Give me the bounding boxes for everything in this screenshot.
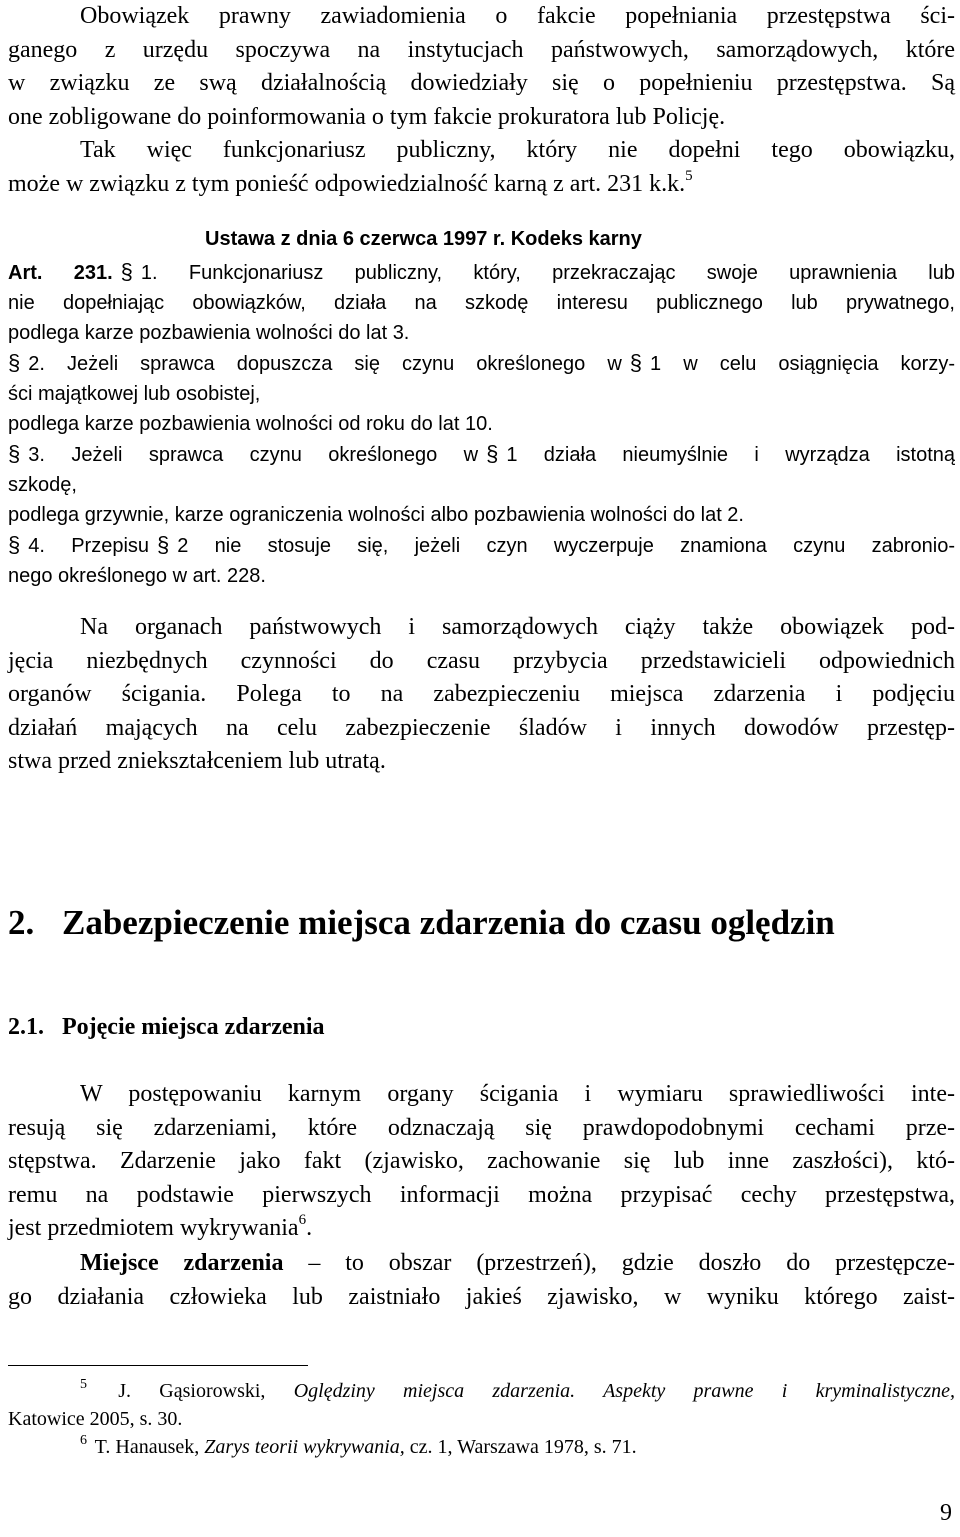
page-number: 9	[940, 1500, 952, 1526]
statute-line	[8, 348, 955, 379]
paragraph-definition	[8, 1247, 955, 1314]
statute-line-text: Funkcjonariusz publiczny, który, przekraczając swoje uprawnienia lub	[188, 262, 955, 284]
footnote-author: J. Gąsiorowski,	[118, 1380, 294, 1402]
intro-line: one zobligowane do poinformowania o tym fakcie prokuratora lub Policję.	[8, 103, 726, 130]
intro-line-text: może w związku z tym ponieść odpowiedzialność karną z art. 231 k.k.	[8, 170, 686, 197]
intro-line: Tak więc funkcjonariusz publiczny, który nie dopełni tego obowiązku,	[80, 137, 955, 163]
statute-line: ści majątkowej lub osobistej,	[8, 383, 261, 405]
statute-line: szkodę,	[8, 474, 77, 496]
paragraph-line: remu na podstawie pierwszych informacji można przypisać cechy przestępstwa,	[8, 1181, 955, 1208]
statute-line: nie dopełniając obowiązków, działa na szkodę interesu publicznego lub prywatnego,	[8, 292, 955, 314]
article-label: Art. 231.	[8, 262, 113, 284]
statute-line	[8, 257, 955, 288]
paragraph-line	[8, 1212, 955, 1246]
statute-line-text: 2 nie stosuje się, jeżeli czyn wyczerpuje znamiona czynu zabronio-	[177, 535, 955, 557]
statute-line: nego określonego w art. 228.	[8, 565, 266, 587]
section-heading-number: 2.1.	[8, 1014, 44, 1040]
paragraph-line	[8, 1247, 955, 1281]
paragraph-line: jęcia niezbędnych czynności do czasu przybycia przedstawicieli odpowiednich	[8, 647, 955, 674]
section-symbol: §	[157, 532, 170, 557]
section-symbol: §	[120, 259, 133, 284]
section-number: 3.	[28, 444, 45, 466]
section-symbol: §	[8, 441, 21, 466]
statute-line-text: Jeżeli sprawca czynu określonego w	[71, 444, 479, 466]
footnote-5	[8, 1377, 955, 1405]
footnote-rest: cz. 1, Warszawa 1978, s. 71.	[404, 1436, 637, 1458]
intro-line: ganego z urzędu spoczywa na instytucjach państwowych, samorządowych, które	[8, 36, 955, 63]
statute-line-text: 1 działa nieumyślnie i wyrządza istotną	[506, 444, 955, 466]
section-number: 4.	[28, 535, 45, 557]
footnote-title: Oględziny miejsca zdarzenia. Aspekty prawne i kryminalistyczne,	[293, 1380, 956, 1402]
paragraph-line-text: – to obszar (przestrzeń), gdzie doszło do przestępcze-	[283, 1250, 955, 1276]
chapter-number: 2.	[8, 903, 35, 942]
section-number: 2.	[28, 353, 45, 375]
statute-text	[8, 257, 955, 591]
paragraph-line-text: jest przedmiotem wykrywania	[8, 1215, 299, 1241]
footnote-6	[8, 1433, 955, 1461]
paragraph-obligation	[8, 611, 955, 779]
intro-line: w związku ze swą działalnością dowiedziały się o popełnieniu przestępstwa. Są	[8, 70, 955, 96]
footnote-title: Zarys teorii wykrywania,	[204, 1436, 405, 1458]
paragraph-line: W postępowaniu karnym organy ścigania i wymiaru sprawiedliwości inte-	[80, 1081, 955, 1107]
chapter-heading	[8, 903, 835, 943]
section-symbol: §	[8, 532, 21, 557]
paragraph-line: stępstwa. Zdarzenie jako fakt (zjawisko, zachowanie się lub inne zaszłości), któ-	[8, 1148, 955, 1174]
statute-line: podlega karze pozbawienia wolności do lat 3.	[8, 322, 410, 344]
section-heading	[8, 1014, 325, 1041]
paragraph-line: stwa przed zniekształceniem lub utratą.	[8, 748, 386, 774]
defined-term: Miejsce zdarzenia	[80, 1250, 284, 1276]
intro-line	[8, 168, 955, 202]
section-symbol: §	[629, 350, 643, 375]
paragraph-line-text: .	[306, 1215, 313, 1241]
chapter-title: Zabezpieczenie miejsca zdarzenia do czasu oględzin	[62, 903, 835, 942]
section-number: 1.	[140, 262, 158, 284]
footnote-separator	[8, 1365, 308, 1366]
paragraph-line: działań mających na celu zabezpieczenie śladów i innych dowodów przestęp-	[8, 714, 955, 741]
footnote-5-continued: Katowice 2005, s. 30.	[8, 1408, 183, 1430]
statute-line-text: 1 w celu osiągnięcia korzy-	[650, 353, 955, 375]
intro-paragraph	[8, 0, 955, 201]
paragraph-line: go działania człowieka lub zaistniało jakieś zjawisko, w wyniku którego zaist-	[8, 1283, 955, 1310]
footnote-ref-5: 5	[685, 167, 693, 184]
section-symbol: §	[8, 350, 21, 375]
paragraph-line: resują się zdarzeniami, które odznaczają się prawdopodobnymi cechami prze-	[8, 1114, 955, 1141]
section-heading-title: Pojęcie miejsca zdarzenia	[62, 1014, 325, 1040]
statute-line: podlega grzywnie, karze ograniczenia wolności albo pozbawienia wolności do lat 2.	[8, 504, 744, 526]
footnote-number: 5	[80, 1377, 87, 1393]
paragraph-line: organów ścigania. Polega to na zabezpieczeniu miejsca zdarzenia i podjęciu	[8, 681, 955, 707]
footnote-author: T. Hanausek,	[94, 1436, 205, 1458]
paragraph-line: Na organach państwowych i samorządowych ciąży także obowiązek pod-	[80, 614, 955, 640]
statute-line-text: Przepisu	[71, 535, 150, 557]
paragraph-events	[8, 1078, 955, 1246]
footnote-ref-6: 6	[298, 1212, 307, 1228]
footnote-number: 6	[80, 1433, 87, 1449]
statute-line-text: Jeżeli sprawca dopuszcza się czynu określonego w	[67, 353, 622, 375]
footnotes	[8, 1377, 955, 1461]
statute-line	[8, 439, 955, 470]
statute-line: podlega karze pozbawienia wolności od roku do lat 10.	[8, 413, 493, 435]
statute-line	[8, 530, 955, 561]
statute-title: Ustawa z dnia 6 czerwca 1997 r. Kodeks karny	[205, 228, 642, 250]
intro-line: Obowiązek prawny zawiadomienia o fakcie popełniania przestępstwa ści-	[80, 3, 955, 29]
section-symbol: §	[486, 441, 499, 466]
